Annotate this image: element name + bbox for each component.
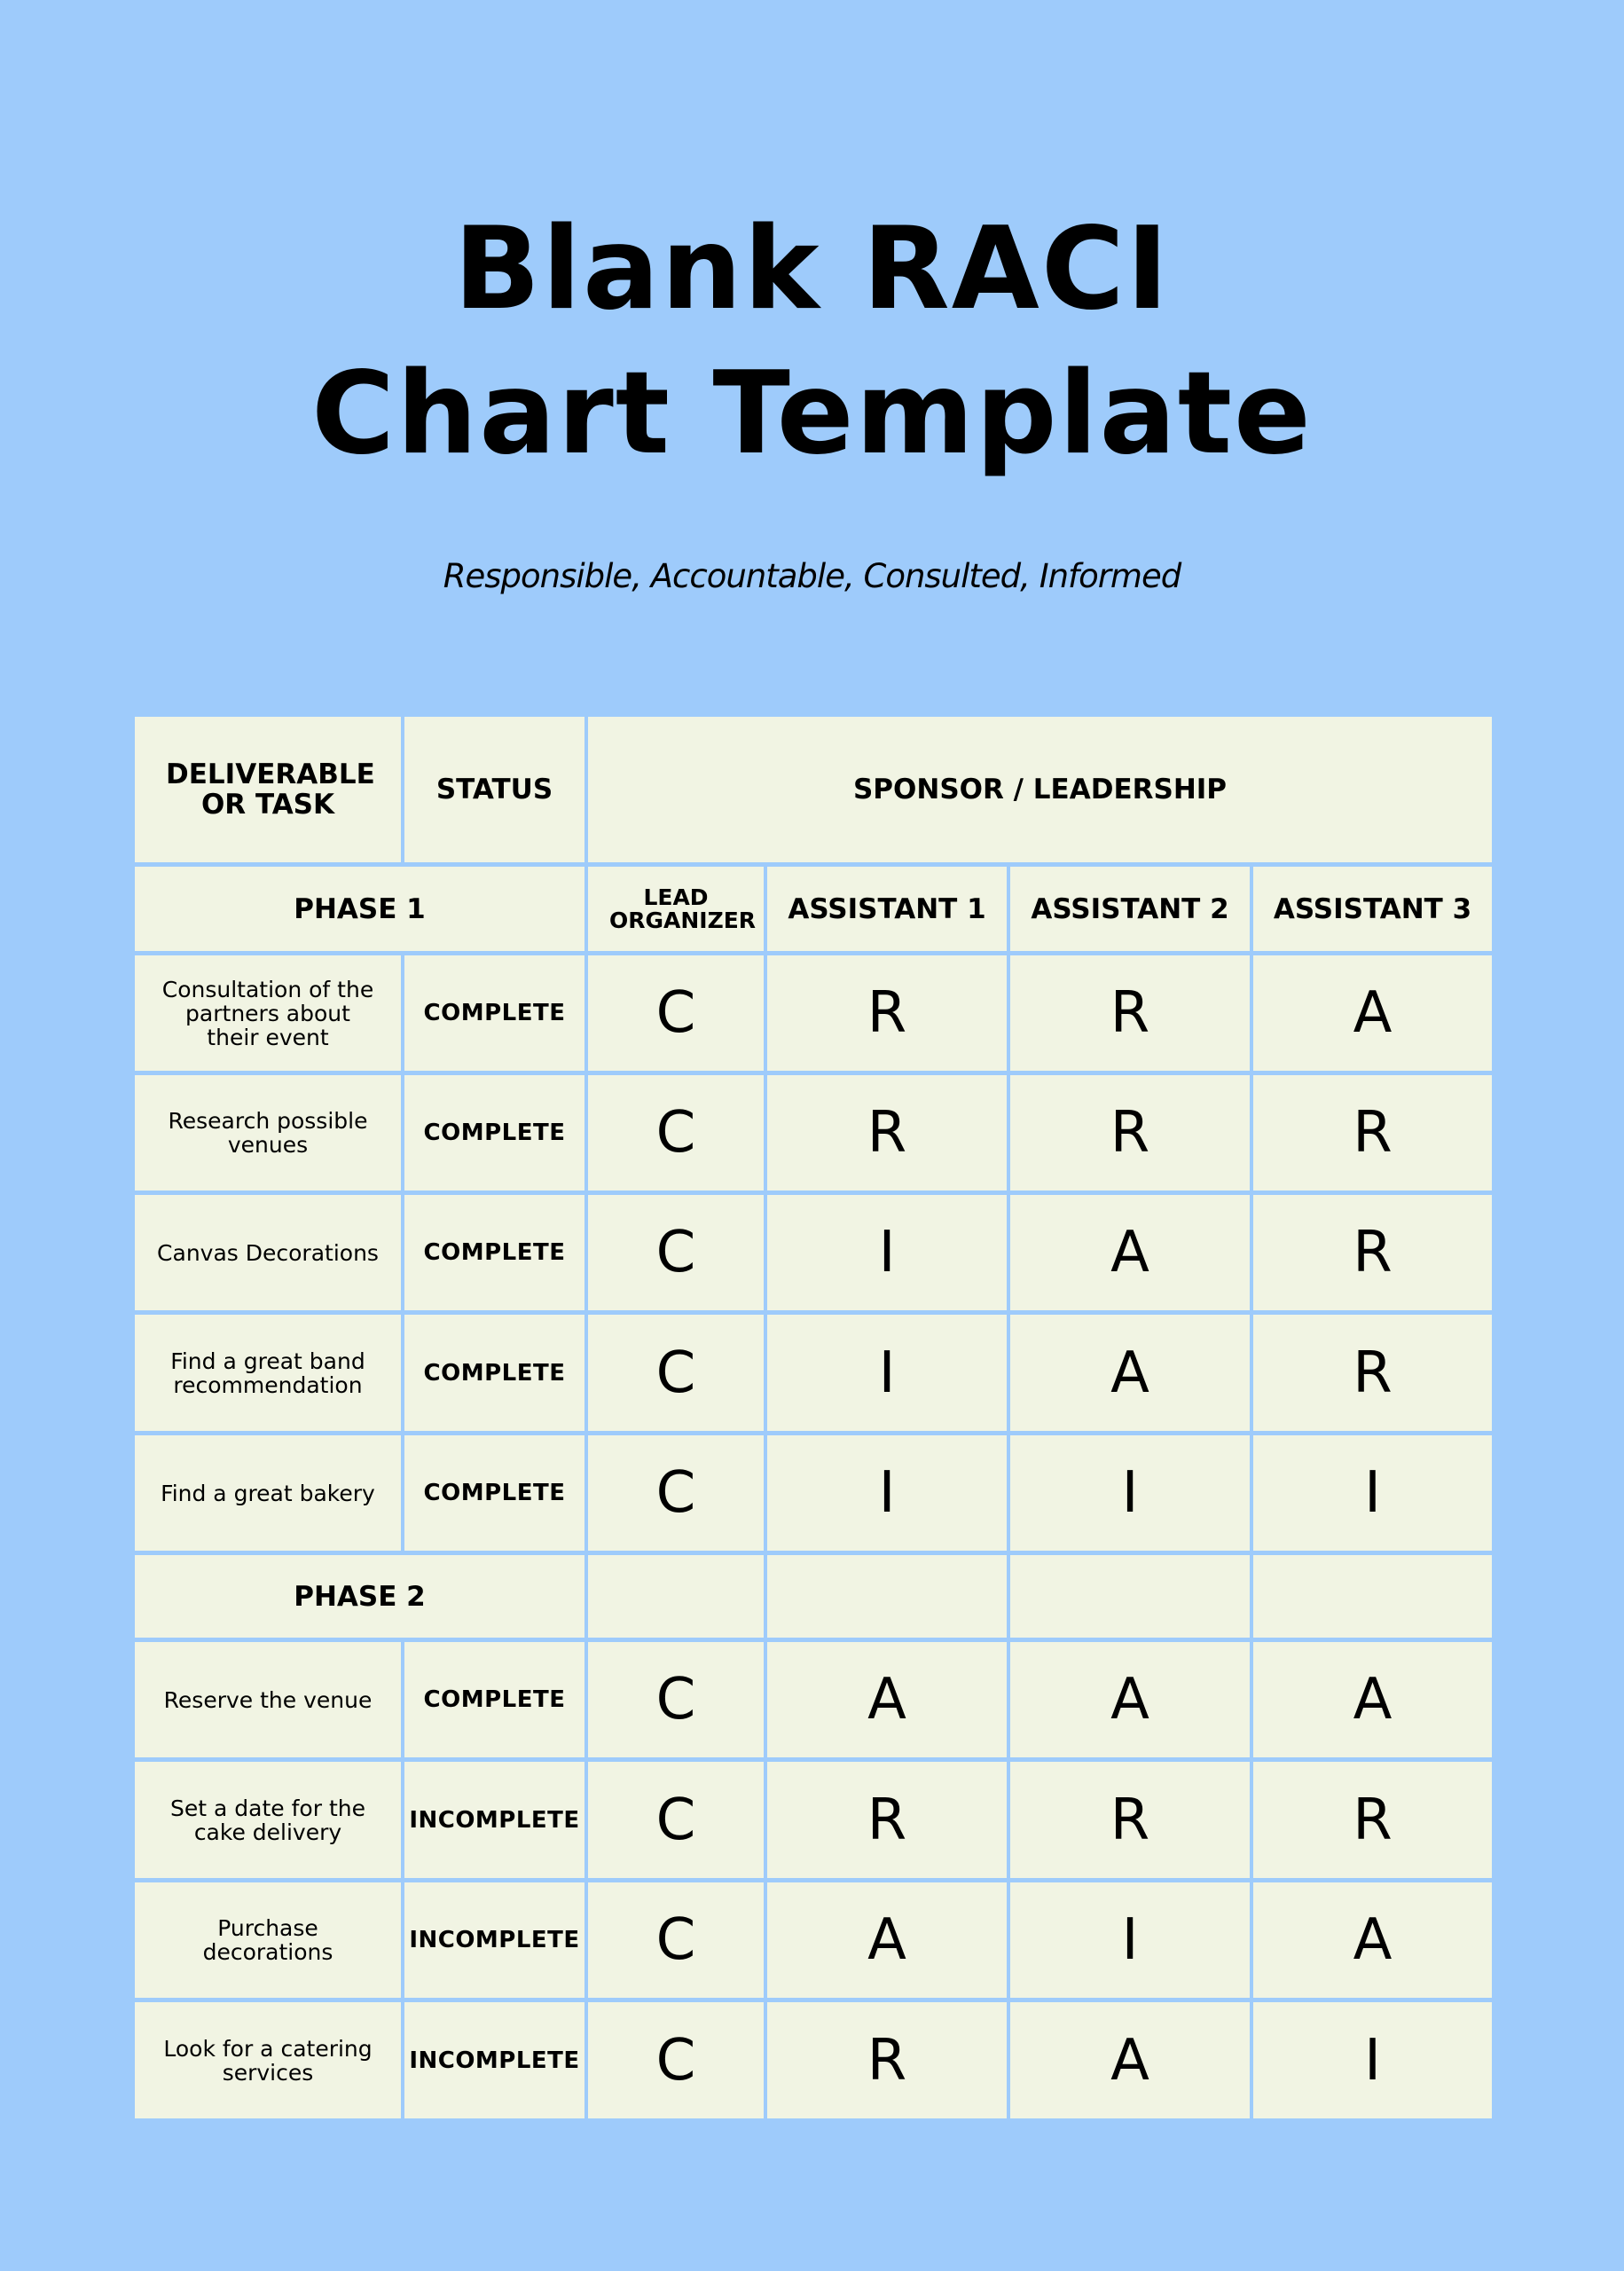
task-cell bbox=[135, 1642, 401, 1757]
raci-cell bbox=[1010, 1195, 1250, 1310]
empty-cell bbox=[1010, 1555, 1250, 1638]
raci-cell-text: C bbox=[655, 1907, 696, 1973]
raci-cell bbox=[767, 1435, 1007, 1551]
status-cell-text: COMPLETE bbox=[423, 1120, 566, 1146]
status-cell bbox=[404, 1642, 584, 1757]
raci-cell bbox=[767, 1882, 1007, 1998]
task-cell bbox=[135, 955, 401, 1071]
task-cell bbox=[135, 1315, 401, 1431]
status-cell bbox=[404, 2002, 584, 2118]
raci-cell bbox=[1253, 1315, 1492, 1431]
raci-cell-text: R bbox=[1353, 1340, 1393, 1406]
raci-cell-text: R bbox=[867, 2027, 907, 2094]
task-cell-text: Find a great bakery bbox=[161, 1480, 375, 1506]
role-lead-organizer bbox=[588, 867, 764, 951]
raci-cell-text: C bbox=[655, 1460, 696, 1526]
raci-cell bbox=[588, 2002, 764, 2118]
raci-cell bbox=[1253, 1435, 1492, 1551]
status-cell-text: COMPLETE bbox=[423, 1480, 566, 1506]
role-assistant-2-text: ASSISTANT 2 bbox=[1031, 892, 1229, 925]
header-sponsor-leadership-text: SPONSOR / LEADERSHIP bbox=[852, 774, 1228, 805]
raci-cell-text: R bbox=[1353, 1100, 1393, 1166]
raci-cell bbox=[767, 1762, 1007, 1878]
raci-cell bbox=[1253, 1195, 1492, 1310]
raci-cell bbox=[1010, 1882, 1250, 1998]
task-cell-text: Find a great band recommendation bbox=[170, 1348, 365, 1398]
raci-cell-text: A bbox=[1353, 1667, 1393, 1733]
raci-cell bbox=[588, 1435, 764, 1551]
raci-cell-text: A bbox=[1110, 1220, 1149, 1285]
task-cell-text: Canvas Decorations bbox=[157, 1239, 379, 1266]
raci-cell-text: R bbox=[1110, 980, 1150, 1046]
phase-2-label-text: PHASE 2 bbox=[294, 1580, 426, 1613]
raci-cell bbox=[1253, 1882, 1492, 1998]
raci-cell-text: R bbox=[1353, 1220, 1393, 1285]
status-cell bbox=[404, 1075, 584, 1191]
status-cell-text: INCOMPLETE bbox=[409, 1927, 580, 1953]
raci-cell-text: I bbox=[878, 1340, 896, 1406]
raci-cell bbox=[767, 2002, 1007, 2118]
page-subtitle: Responsible, Accountable, Consulted, Informed bbox=[443, 557, 1181, 595]
raci-cell-text: C bbox=[655, 1667, 696, 1733]
raci-cell bbox=[588, 955, 764, 1071]
raci-cell bbox=[1253, 2002, 1492, 2118]
raci-cell-text: A bbox=[1110, 1340, 1149, 1406]
raci-cell bbox=[1010, 955, 1250, 1071]
phase-2-label bbox=[135, 1555, 584, 1638]
task-cell-text: Consultation of the partners about their event bbox=[161, 976, 374, 1050]
raci-cell bbox=[767, 1315, 1007, 1431]
raci-cell bbox=[588, 1075, 764, 1191]
role-assistant-3 bbox=[1253, 867, 1492, 951]
phase-1-label-text: PHASE 1 bbox=[294, 892, 426, 925]
raci-cell bbox=[1253, 1075, 1492, 1191]
task-cell-text: Look for a catering services bbox=[163, 2035, 373, 2086]
status-cell-text: INCOMPLETE bbox=[409, 2047, 580, 2074]
task-cell bbox=[135, 1762, 401, 1878]
status-cell-text: COMPLETE bbox=[423, 1239, 566, 1266]
raci-cell bbox=[588, 1642, 764, 1757]
page-title bbox=[0, 197, 1624, 486]
task-cell-text: Research possible venues bbox=[168, 1108, 368, 1158]
phase-1-label bbox=[135, 867, 584, 951]
raci-cell bbox=[1010, 1315, 1250, 1431]
raci-cell-text: I bbox=[1364, 1460, 1381, 1526]
header-status-text: STATUS bbox=[435, 774, 553, 805]
role-assistant-3-text: ASSISTANT 3 bbox=[1273, 892, 1472, 925]
role-assistant-1 bbox=[767, 867, 1007, 951]
raci-cell-text: C bbox=[655, 1787, 696, 1853]
raci-cell bbox=[1010, 2002, 1250, 2118]
empty-cell bbox=[588, 1555, 764, 1638]
header-sponsor-leadership bbox=[588, 717, 1492, 862]
raci-cell-text: R bbox=[867, 980, 907, 1046]
role-lead-organizer-text: LEAD ORGANIZER bbox=[609, 884, 757, 933]
title-line-2: Chart Template bbox=[311, 348, 1313, 480]
raci-cell-text: R bbox=[867, 1787, 907, 1853]
raci-cell-text: I bbox=[1364, 2027, 1381, 2094]
task-cell bbox=[135, 1882, 401, 1998]
raci-cell bbox=[588, 1882, 764, 1998]
raci-cell-text: C bbox=[655, 1100, 696, 1166]
task-cell bbox=[135, 2002, 401, 2118]
raci-cell-text: I bbox=[1121, 1460, 1139, 1526]
raci-cell bbox=[1253, 1642, 1492, 1757]
header-deliverable-text: DELIVERABLE OR TASK bbox=[166, 758, 375, 821]
raci-cell bbox=[1010, 1642, 1250, 1757]
task-cell bbox=[135, 1075, 401, 1191]
task-cell bbox=[135, 1435, 401, 1551]
raci-cell-text: C bbox=[655, 980, 696, 1046]
raci-cell-text: A bbox=[1353, 980, 1393, 1046]
empty-cell bbox=[1253, 1555, 1492, 1638]
raci-cell-text: C bbox=[655, 2027, 696, 2094]
raci-cell bbox=[767, 1642, 1007, 1757]
raci-cell bbox=[767, 1195, 1007, 1310]
raci-cell bbox=[1253, 1762, 1492, 1878]
raci-cell-text: A bbox=[867, 1667, 906, 1733]
status-cell-text: INCOMPLETE bbox=[409, 1806, 580, 1834]
status-cell bbox=[404, 1762, 584, 1878]
raci-cell bbox=[588, 1195, 764, 1310]
raci-cell-text: A bbox=[1353, 1907, 1393, 1973]
status-cell bbox=[404, 955, 584, 1071]
empty-cell bbox=[767, 1555, 1007, 1638]
raci-cell-text: I bbox=[878, 1220, 896, 1285]
raci-cell bbox=[588, 1762, 764, 1878]
task-cell-text: Reserve the venue bbox=[163, 1686, 373, 1713]
task-cell bbox=[135, 1195, 401, 1310]
raci-cell-text: R bbox=[1353, 1787, 1393, 1853]
header-status bbox=[404, 717, 584, 862]
raci-cell-text: A bbox=[1110, 2027, 1149, 2094]
raci-cell-text: C bbox=[655, 1220, 696, 1285]
status-cell-text: COMPLETE bbox=[423, 1000, 566, 1026]
task-cell-text: Set a date for the cake delivery bbox=[170, 1795, 365, 1845]
title-line-1: Blank RACI bbox=[453, 203, 1171, 335]
status-cell-text: COMPLETE bbox=[423, 1686, 566, 1713]
status-cell bbox=[404, 1435, 584, 1551]
raci-cell-text: I bbox=[878, 1460, 896, 1526]
raci-cell-text: I bbox=[1121, 1907, 1139, 1973]
status-cell-text: COMPLETE bbox=[423, 1359, 566, 1387]
status-cell bbox=[404, 1195, 584, 1310]
raci-cell bbox=[1253, 955, 1492, 1071]
role-assistant-2 bbox=[1010, 867, 1250, 951]
role-assistant-1-text: ASSISTANT 1 bbox=[788, 892, 986, 925]
header-deliverable bbox=[135, 717, 401, 862]
raci-cell bbox=[1010, 1075, 1250, 1191]
raci-cell bbox=[767, 955, 1007, 1071]
raci-cell-text: R bbox=[1110, 1787, 1150, 1853]
raci-cell-text: R bbox=[1110, 1100, 1150, 1166]
task-cell-text: Purchase decorations bbox=[202, 1915, 333, 1965]
raci-cell-text: A bbox=[1110, 1667, 1149, 1733]
raci-cell-text: A bbox=[867, 1907, 906, 1973]
status-cell bbox=[404, 1315, 584, 1431]
raci-cell bbox=[588, 1315, 764, 1431]
raci-cell-text: C bbox=[655, 1340, 696, 1406]
raci-cell bbox=[1010, 1435, 1250, 1551]
raci-table bbox=[133, 715, 1494, 2120]
raci-cell bbox=[767, 1075, 1007, 1191]
raci-cell-text: R bbox=[867, 1100, 907, 1166]
raci-cell bbox=[1010, 1762, 1250, 1878]
status-cell bbox=[404, 1882, 584, 1998]
